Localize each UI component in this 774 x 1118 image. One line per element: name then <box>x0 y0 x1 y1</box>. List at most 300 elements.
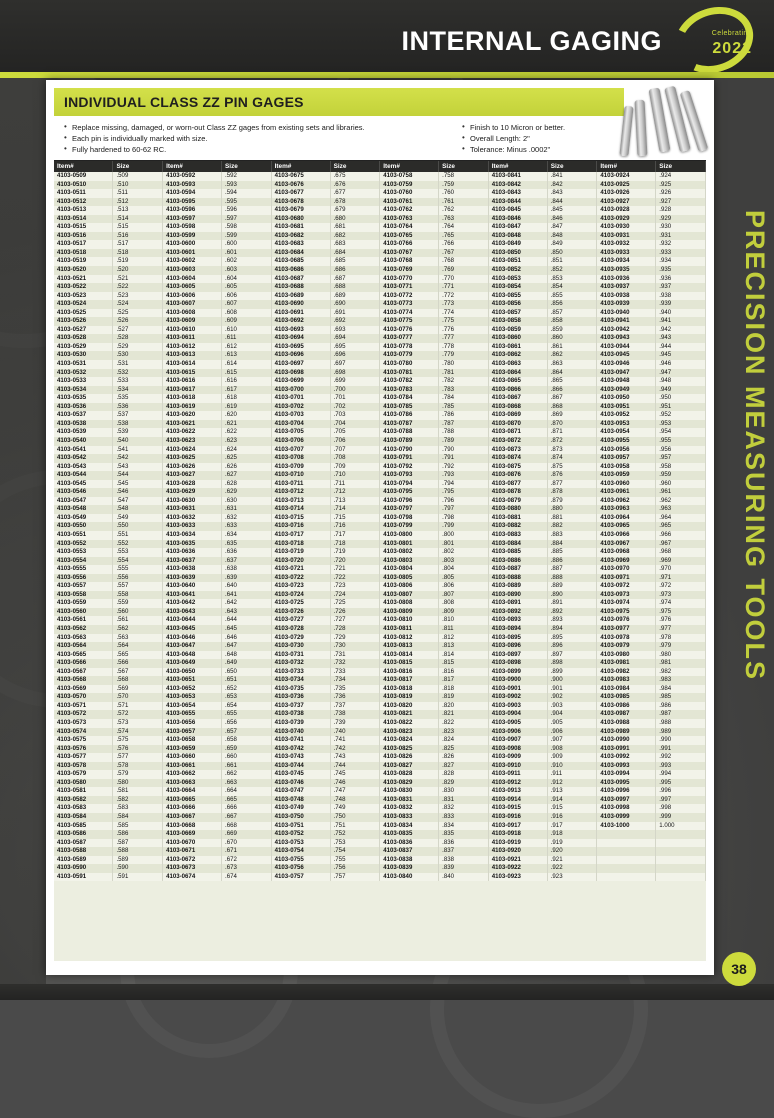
cell-item-number: 4103-0514 <box>54 215 113 224</box>
cell-item-number: 4103-0970 <box>597 565 656 574</box>
cell-size: .863 <box>547 360 597 369</box>
cell-size: .595 <box>222 198 272 207</box>
cell-size: .812 <box>439 634 489 643</box>
cell-size: .562 <box>113 625 163 634</box>
cell-size: .997 <box>656 796 706 805</box>
cell-item-number: 4103-0531 <box>54 360 113 369</box>
cell-size: .623 <box>222 437 272 446</box>
cell-item-number: 4103-0732 <box>271 659 330 668</box>
cell-item-number: 4103-0756 <box>271 864 330 873</box>
table-row <box>54 702 706 711</box>
cell-size: .704 <box>330 420 380 429</box>
cell-size: .565 <box>113 651 163 660</box>
cell-item-number: 4103-0828 <box>380 770 439 779</box>
cell-size: .524 <box>113 300 163 309</box>
table-row <box>54 334 706 343</box>
cell-item-number: 4103-0644 <box>163 616 222 625</box>
cell-item-number: 4103-0802 <box>380 548 439 557</box>
cell-size: .907 <box>547 736 597 745</box>
cell-item-number: 4103-0790 <box>380 446 439 455</box>
cell-size: .824 <box>439 736 489 745</box>
cell-size: .621 <box>222 420 272 429</box>
cell-item-number: 4103-0816 <box>380 668 439 677</box>
cell-item-number: 4103-0807 <box>380 591 439 600</box>
cell-size: .662 <box>222 770 272 779</box>
table-row <box>54 522 706 531</box>
cell-size: .545 <box>113 480 163 489</box>
column-header-size: Size <box>113 161 163 172</box>
cell-size: .832 <box>439 804 489 813</box>
cell-item-number: 4103-0624 <box>163 446 222 455</box>
cell-item-number: 4103-0565 <box>54 651 113 660</box>
table-row <box>54 206 706 215</box>
cell-size: .787 <box>439 420 489 429</box>
cell-size: .995 <box>656 779 706 788</box>
cell-item-number: 4103-0700 <box>271 386 330 395</box>
cell-item-number: 4103-0560 <box>54 608 113 617</box>
cell-item-number: 4103-0891 <box>488 599 547 608</box>
cell-size: .518 <box>113 249 163 258</box>
cell-item-number: 4103-0852 <box>488 266 547 275</box>
cell-item-number: 4103-0971 <box>597 574 656 583</box>
cell-item-number: 4103-0762 <box>380 206 439 215</box>
cell-size: .970 <box>656 565 706 574</box>
cell-item-number: 4103-0834 <box>380 822 439 831</box>
cell-size: .790 <box>439 446 489 455</box>
cell-item-number: 4103-0914 <box>488 796 547 805</box>
cell-item-number: 4103-0665 <box>163 796 222 805</box>
cell-item-number: 4103-0572 <box>54 710 113 719</box>
cell-item-number: 4103-0604 <box>163 275 222 284</box>
cell-size: .636 <box>222 548 272 557</box>
cell-size: .526 <box>113 317 163 326</box>
cell-item-number: 4103-0691 <box>271 309 330 318</box>
cell-size: .727 <box>330 616 380 625</box>
cell-size: .706 <box>330 437 380 446</box>
cell-size: .797 <box>439 505 489 514</box>
cell-item-number: 4103-0793 <box>380 471 439 480</box>
cell-item-number: 4103-0719 <box>271 548 330 557</box>
cell-item-number: 4103-0945 <box>597 351 656 360</box>
cell-size: .535 <box>113 394 163 403</box>
cell-item-number: 4103-0772 <box>380 292 439 301</box>
table-row <box>54 531 706 540</box>
cell-size: .637 <box>222 557 272 566</box>
cell-size: .615 <box>222 369 272 378</box>
table-row <box>54 557 706 566</box>
cell-item-number: 4103-0819 <box>380 693 439 702</box>
cell-item-number: 4103-0957 <box>597 454 656 463</box>
table-row <box>54 591 706 600</box>
cell-item-number: 4103-0915 <box>488 804 547 813</box>
cell-item-number: 4103-0647 <box>163 642 222 651</box>
cell-size: .550 <box>113 522 163 531</box>
cell-item-number: 4103-0718 <box>271 540 330 549</box>
cell-item-number: 4103-0722 <box>271 574 330 583</box>
cell-size: .635 <box>222 540 272 549</box>
cell-size: .583 <box>113 804 163 813</box>
cell-size: .852 <box>547 266 597 275</box>
cell-size: .952 <box>656 411 706 420</box>
cell-size: .940 <box>656 309 706 318</box>
table-row <box>54 326 706 335</box>
table-row <box>54 257 706 266</box>
cell-item-number: 4103-0900 <box>488 676 547 685</box>
page-number: 38 <box>722 952 756 986</box>
table-row <box>54 386 706 395</box>
cell-size: .734 <box>330 676 380 685</box>
cell-item-number: 4103-0939 <box>597 300 656 309</box>
cell-size: .680 <box>330 215 380 224</box>
cell-size: .949 <box>656 386 706 395</box>
cell-item-number: 4103-0754 <box>271 847 330 856</box>
table-row <box>54 249 706 258</box>
cell-size: .716 <box>330 522 380 531</box>
cell-item-number: 4103-0827 <box>380 762 439 771</box>
cell-item-number: 4103-0997 <box>597 796 656 805</box>
section-title-bar <box>54 88 624 116</box>
cell-item-number: 4103-0574 <box>54 728 113 737</box>
cell-item-number: 4103-0578 <box>54 762 113 771</box>
cell-size: .674 <box>222 873 272 882</box>
cell-item-number: 4103-0620 <box>163 411 222 420</box>
cell-item-number: 4103-0609 <box>163 317 222 326</box>
cell-size: .943 <box>656 334 706 343</box>
cell-size: .567 <box>113 668 163 677</box>
cell-item-number: 4103-0783 <box>380 386 439 395</box>
cell-item-number: 4103-0847 <box>488 223 547 232</box>
column-header-item: Item# <box>163 161 222 172</box>
cell-item-number: 4103-0837 <box>380 847 439 856</box>
cell-item-number: 4103-0964 <box>597 514 656 523</box>
cell-item-number: 4103-0910 <box>488 762 547 771</box>
cell-item-number: 4103-0714 <box>271 505 330 514</box>
cell-item-number: 4103-0622 <box>163 428 222 437</box>
cell-item-number: 4103-0576 <box>54 745 113 754</box>
page-header <box>0 0 774 78</box>
cell-item-number: 4103-0798 <box>380 514 439 523</box>
cell-size: .681 <box>330 223 380 232</box>
cell-item-number: 4103-0510 <box>54 181 113 190</box>
cell-item-number: 4103-0865 <box>488 377 547 386</box>
cell-item-number: 4103-0886 <box>488 557 547 566</box>
cell-item-number: 4103-0953 <box>597 420 656 429</box>
cell-size: .822 <box>439 719 489 728</box>
cell-item-number: 4103-0760 <box>380 189 439 198</box>
cell-item-number: 4103-0703 <box>271 411 330 420</box>
cell-size: .685 <box>330 257 380 266</box>
cell-item-number: 4103-0935 <box>597 266 656 275</box>
cell-size: .604 <box>222 275 272 284</box>
cell-size: .626 <box>222 463 272 472</box>
cell-item-number: 4103-0839 <box>380 864 439 873</box>
cell-item-number: 4103-0824 <box>380 736 439 745</box>
cell-size: .673 <box>222 864 272 873</box>
cell-size: .760 <box>439 189 489 198</box>
cell-item-number: 4103-0888 <box>488 574 547 583</box>
cell-item-number: 4103-0959 <box>597 471 656 480</box>
column-header-item: Item# <box>488 161 547 172</box>
cell-size: .746 <box>330 779 380 788</box>
cell-size: .542 <box>113 454 163 463</box>
cell-size: .517 <box>113 240 163 249</box>
cell-item-number: 4103-0978 <box>597 634 656 643</box>
cell-size: .878 <box>547 488 597 497</box>
cell-item-number: 4103-0924 <box>597 172 656 181</box>
cell-item-number: 4103-0740 <box>271 728 330 737</box>
table-row <box>54 317 706 326</box>
cell-size: .856 <box>547 300 597 309</box>
table-row <box>54 616 706 625</box>
cell-item-number: 4103-0524 <box>54 300 113 309</box>
cell-size: .735 <box>330 685 380 694</box>
cell-size: .738 <box>330 710 380 719</box>
cell-size: .516 <box>113 232 163 241</box>
cell-item-number: 4103-0862 <box>488 351 547 360</box>
cell-item-number: 4103-0587 <box>54 839 113 848</box>
bullet-item: • Tolerance: Minus .0002" <box>462 144 662 155</box>
cell-item-number: 4103-0771 <box>380 283 439 292</box>
cell-size: .574 <box>113 728 163 737</box>
cell-size: .543 <box>113 463 163 472</box>
cell-size: .849 <box>547 240 597 249</box>
cell-size: .519 <box>113 257 163 266</box>
cell-item-number: 4103-0553 <box>54 548 113 557</box>
cell-size: .951 <box>656 403 706 412</box>
column-header-size: Size <box>547 161 597 172</box>
cell-size: .585 <box>113 822 163 831</box>
cell-item-number: 4103-0551 <box>54 531 113 540</box>
cell-size: .554 <box>113 557 163 566</box>
cell-item-number: 4103-0996 <box>597 787 656 796</box>
cell-size: .584 <box>113 813 163 822</box>
cell-size: .717 <box>330 531 380 540</box>
cell-item-number: 4103-0950 <box>597 394 656 403</box>
cell-item-number: 4103-0737 <box>271 702 330 711</box>
cell-size: .901 <box>547 685 597 694</box>
cell-item-number: 4103-0686 <box>271 266 330 275</box>
cell-item-number: 4103-0567 <box>54 668 113 677</box>
cell-size: .590 <box>113 864 163 873</box>
cell-item-number: 4103-0820 <box>380 702 439 711</box>
cell-size: .631 <box>222 505 272 514</box>
cell-size: .721 <box>330 565 380 574</box>
cell-size: .926 <box>656 189 706 198</box>
cell-size: .578 <box>113 762 163 771</box>
cell-item-number: 4103-0660 <box>163 753 222 762</box>
cell-item-number <box>597 856 656 865</box>
cell-size: .991 <box>656 745 706 754</box>
cell-item-number: 4103-0602 <box>163 257 222 266</box>
cell-size: .815 <box>439 659 489 668</box>
cell-size: .999 <box>656 813 706 822</box>
cell-size: .708 <box>330 454 380 463</box>
cell-size: .613 <box>222 351 272 360</box>
cell-item-number: 4103-0653 <box>163 693 222 702</box>
cell-size: .975 <box>656 608 706 617</box>
cell-item-number: 4103-0638 <box>163 565 222 574</box>
cell-size: .889 <box>547 582 597 591</box>
table-row <box>54 377 706 386</box>
cell-size: .596 <box>222 206 272 215</box>
cell-size: .643 <box>222 608 272 617</box>
cell-item-number: 4103-0696 <box>271 351 330 360</box>
cell-item-number: 4103-0575 <box>54 736 113 745</box>
cell-item-number: 4103-0544 <box>54 471 113 480</box>
table-row <box>54 300 706 309</box>
cell-item-number: 4103-0720 <box>271 557 330 566</box>
cell-size: .814 <box>439 651 489 660</box>
cell-size: .838 <box>439 856 489 865</box>
cell-size: .652 <box>222 685 272 694</box>
cell-item-number: 4103-0537 <box>54 411 113 420</box>
cell-size: .540 <box>113 437 163 446</box>
cell-size: .881 <box>547 514 597 523</box>
cell-size: .918 <box>547 830 597 839</box>
cell-size: .690 <box>330 300 380 309</box>
cell-item-number: 4103-0930 <box>597 223 656 232</box>
cell-size: .802 <box>439 548 489 557</box>
cell-item-number: 4103-0519 <box>54 257 113 266</box>
cell-item-number: 4103-0990 <box>597 736 656 745</box>
cell-item-number: 4103-0667 <box>163 813 222 822</box>
cell-size: .658 <box>222 736 272 745</box>
cell-size: .837 <box>439 847 489 856</box>
cell-item-number: 4103-0871 <box>488 428 547 437</box>
cell-size: .842 <box>547 181 597 190</box>
cell-size: .762 <box>439 206 489 215</box>
cell-item-number: 4103-0758 <box>380 172 439 181</box>
cell-item-number: 4103-0791 <box>380 454 439 463</box>
cell-item-number: 4103-0821 <box>380 710 439 719</box>
table-row <box>54 189 706 198</box>
cell-size: .989 <box>656 728 706 737</box>
table-row <box>54 540 706 549</box>
cell-item-number: 4103-0605 <box>163 283 222 292</box>
cell-item-number: 4103-0940 <box>597 309 656 318</box>
cell-item-number: 4103-0733 <box>271 668 330 677</box>
cell-size: .589 <box>113 856 163 865</box>
table-row <box>54 480 706 489</box>
cell-item-number: 4103-0687 <box>271 275 330 284</box>
cell-size: .598 <box>222 223 272 232</box>
cell-item-number: 4103-0692 <box>271 317 330 326</box>
cell-item-number: 4103-0752 <box>271 830 330 839</box>
cell-item-number: 4103-0844 <box>488 198 547 207</box>
cell-size: .865 <box>547 377 597 386</box>
cell-size: .741 <box>330 736 380 745</box>
cell-item-number: 4103-0736 <box>271 693 330 702</box>
cell-item-number: 4103-0680 <box>271 215 330 224</box>
cell-item-number: 4103-0947 <box>597 369 656 378</box>
cell-item-number: 4103-0562 <box>54 625 113 634</box>
cell-item-number: 4103-0546 <box>54 488 113 497</box>
cell-size: .890 <box>547 591 597 600</box>
cell-size: .779 <box>439 351 489 360</box>
cell-size: .971 <box>656 574 706 583</box>
cell-size: .988 <box>656 719 706 728</box>
cell-item-number: 4103-0735 <box>271 685 330 694</box>
cell-size: .955 <box>656 437 706 446</box>
cell-size: .883 <box>547 531 597 540</box>
cell-size: .798 <box>439 514 489 523</box>
cell-item-number: 4103-0662 <box>163 770 222 779</box>
cell-item-number: 4103-0557 <box>54 582 113 591</box>
cell-size: .633 <box>222 522 272 531</box>
cell-size: .872 <box>547 437 597 446</box>
cell-size: .766 <box>439 240 489 249</box>
cell-item-number: 4103-0835 <box>380 830 439 839</box>
cell-item-number: 4103-0725 <box>271 599 330 608</box>
cell-item-number: 4103-0675 <box>271 172 330 181</box>
cell-size: .671 <box>222 847 272 856</box>
cell-item-number: 4103-0988 <box>597 719 656 728</box>
cell-item-number: 4103-0603 <box>163 266 222 275</box>
cell-item-number: 4103-0512 <box>54 198 113 207</box>
cell-item-number: 4103-0659 <box>163 745 222 754</box>
table-row <box>54 822 706 831</box>
cell-item-number: 4103-0818 <box>380 685 439 694</box>
table-row <box>54 728 706 737</box>
cell-size: .557 <box>113 582 163 591</box>
table-row <box>54 514 706 523</box>
cell-item-number: 4103-0965 <box>597 522 656 531</box>
cell-item-number: 4103-0717 <box>271 531 330 540</box>
cell-size: .644 <box>222 616 272 625</box>
cell-size: .772 <box>439 292 489 301</box>
cell-item-number: 4103-0716 <box>271 522 330 531</box>
cell-item-number <box>597 839 656 848</box>
table-row <box>54 411 706 420</box>
cell-size: .723 <box>330 582 380 591</box>
cell-item-number: 4103-0905 <box>488 719 547 728</box>
cell-size: .882 <box>547 522 597 531</box>
cell-item-number: 4103-0522 <box>54 283 113 292</box>
cell-item-number: 4103-0811 <box>380 625 439 634</box>
cell-size: .930 <box>656 223 706 232</box>
cell-size: .634 <box>222 531 272 540</box>
table-row <box>54 796 706 805</box>
cell-size: .591 <box>113 873 163 882</box>
cell-item-number: 4103-0778 <box>380 343 439 352</box>
cell-size: .617 <box>222 386 272 395</box>
cell-item-number: 4103-0912 <box>488 779 547 788</box>
cell-size: .912 <box>547 779 597 788</box>
cell-item-number: 4103-0532 <box>54 369 113 378</box>
cell-item-number: 4103-0618 <box>163 394 222 403</box>
header-rule <box>0 72 774 78</box>
cell-size: .788 <box>439 428 489 437</box>
cell-size: .751 <box>330 822 380 831</box>
cell-size: .795 <box>439 488 489 497</box>
cell-size <box>656 847 706 856</box>
cell-size: .803 <box>439 557 489 566</box>
cell-item-number: 4103-0706 <box>271 437 330 446</box>
cell-size: .960 <box>656 480 706 489</box>
cell-size: .693 <box>330 326 380 335</box>
cell-size: .549 <box>113 514 163 523</box>
cell-size: .888 <box>547 574 597 583</box>
cell-item-number: 4103-0936 <box>597 275 656 284</box>
cell-size: .660 <box>222 753 272 762</box>
cell-item-number: 4103-0583 <box>54 804 113 813</box>
cell-size: .783 <box>439 386 489 395</box>
cell-size: .791 <box>439 454 489 463</box>
cell-item-number: 4103-0547 <box>54 497 113 506</box>
cell-item-number: 4103-0975 <box>597 608 656 617</box>
cell-size: .632 <box>222 514 272 523</box>
cell-size: .624 <box>222 446 272 455</box>
